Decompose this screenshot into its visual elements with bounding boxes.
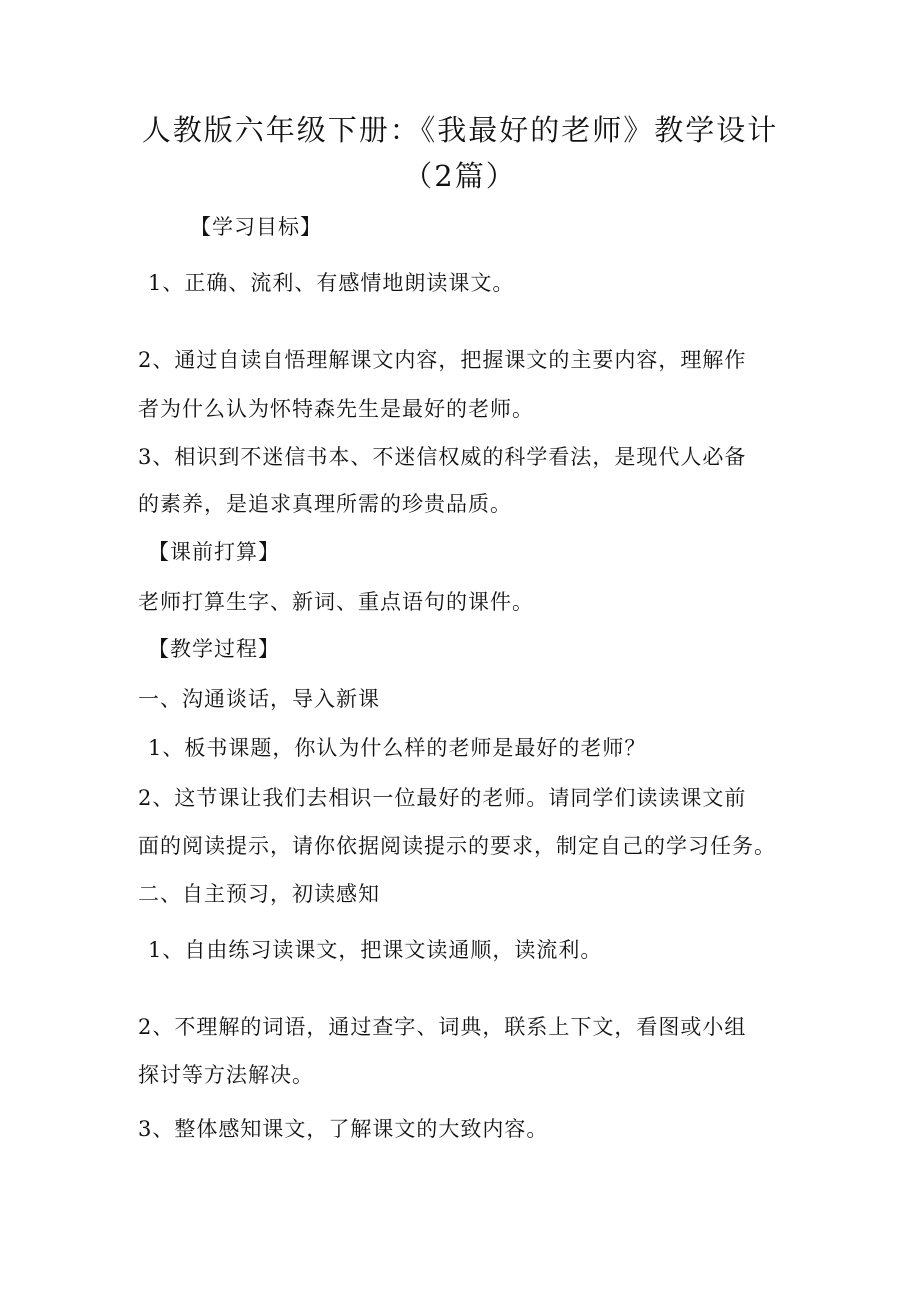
objective-1: 1、正确、流利、有感情地朗读课文。: [148, 271, 515, 295]
document-title-subtitle: （2篇）: [403, 159, 517, 193]
part-2-item-1: 1、自由练习读课文，把课文读通顺，读流利。: [148, 938, 603, 962]
section-heading-preparation: 【课前打算】: [148, 540, 280, 564]
part-1-item-2-line-2: 面的阅读提示，请你依据阅读提示的要求，制定自己的学习任务。: [138, 834, 776, 858]
part-2-heading: 二、自主预习，初读感知: [138, 882, 380, 906]
objective-3-line-1: 3、相识到不迷信书本、不迷信权威的科学看法，是现代人必备: [138, 445, 747, 469]
part-2-item-3: 3、整体感知课文，了解课文的大致内容。: [138, 1117, 549, 1141]
part-2-item-2-line-2: 探讨等方法解决。: [138, 1063, 314, 1087]
section-heading-process: 【教学过程】: [148, 637, 280, 661]
section-heading-objectives: 【学习目标】: [190, 215, 322, 239]
part-2-item-2-line-1: 2、不理解的词语，通过查字、词典，联系上下文，看图或小组: [138, 1015, 747, 1039]
objective-2-line-2: 者为什么认为怀特森先生是最好的老师。: [138, 397, 534, 421]
part-1-item-2-line-1: 2、这节课让我们去相识一位最好的老师。请同学们读读课文前: [138, 786, 747, 810]
objective-3-line-2: 的素养，是追求真理所需的珍贵品质。: [138, 492, 512, 516]
objective-2-line-1: 2、通过自读自悟理解课文内容，把握课文的主要内容，理解作: [138, 348, 747, 372]
preparation-text: 老师打算生字、新词、重点语句的课件。: [138, 590, 534, 614]
part-1-item-1: 1、板书课题，你认为什么样的老师是最好的老师？: [148, 736, 647, 760]
document-title: 人教版六年级下册：《我最好的老师》教学设计: [141, 113, 779, 147]
part-1-heading: 一、沟通谈话，导入新课: [138, 687, 380, 711]
